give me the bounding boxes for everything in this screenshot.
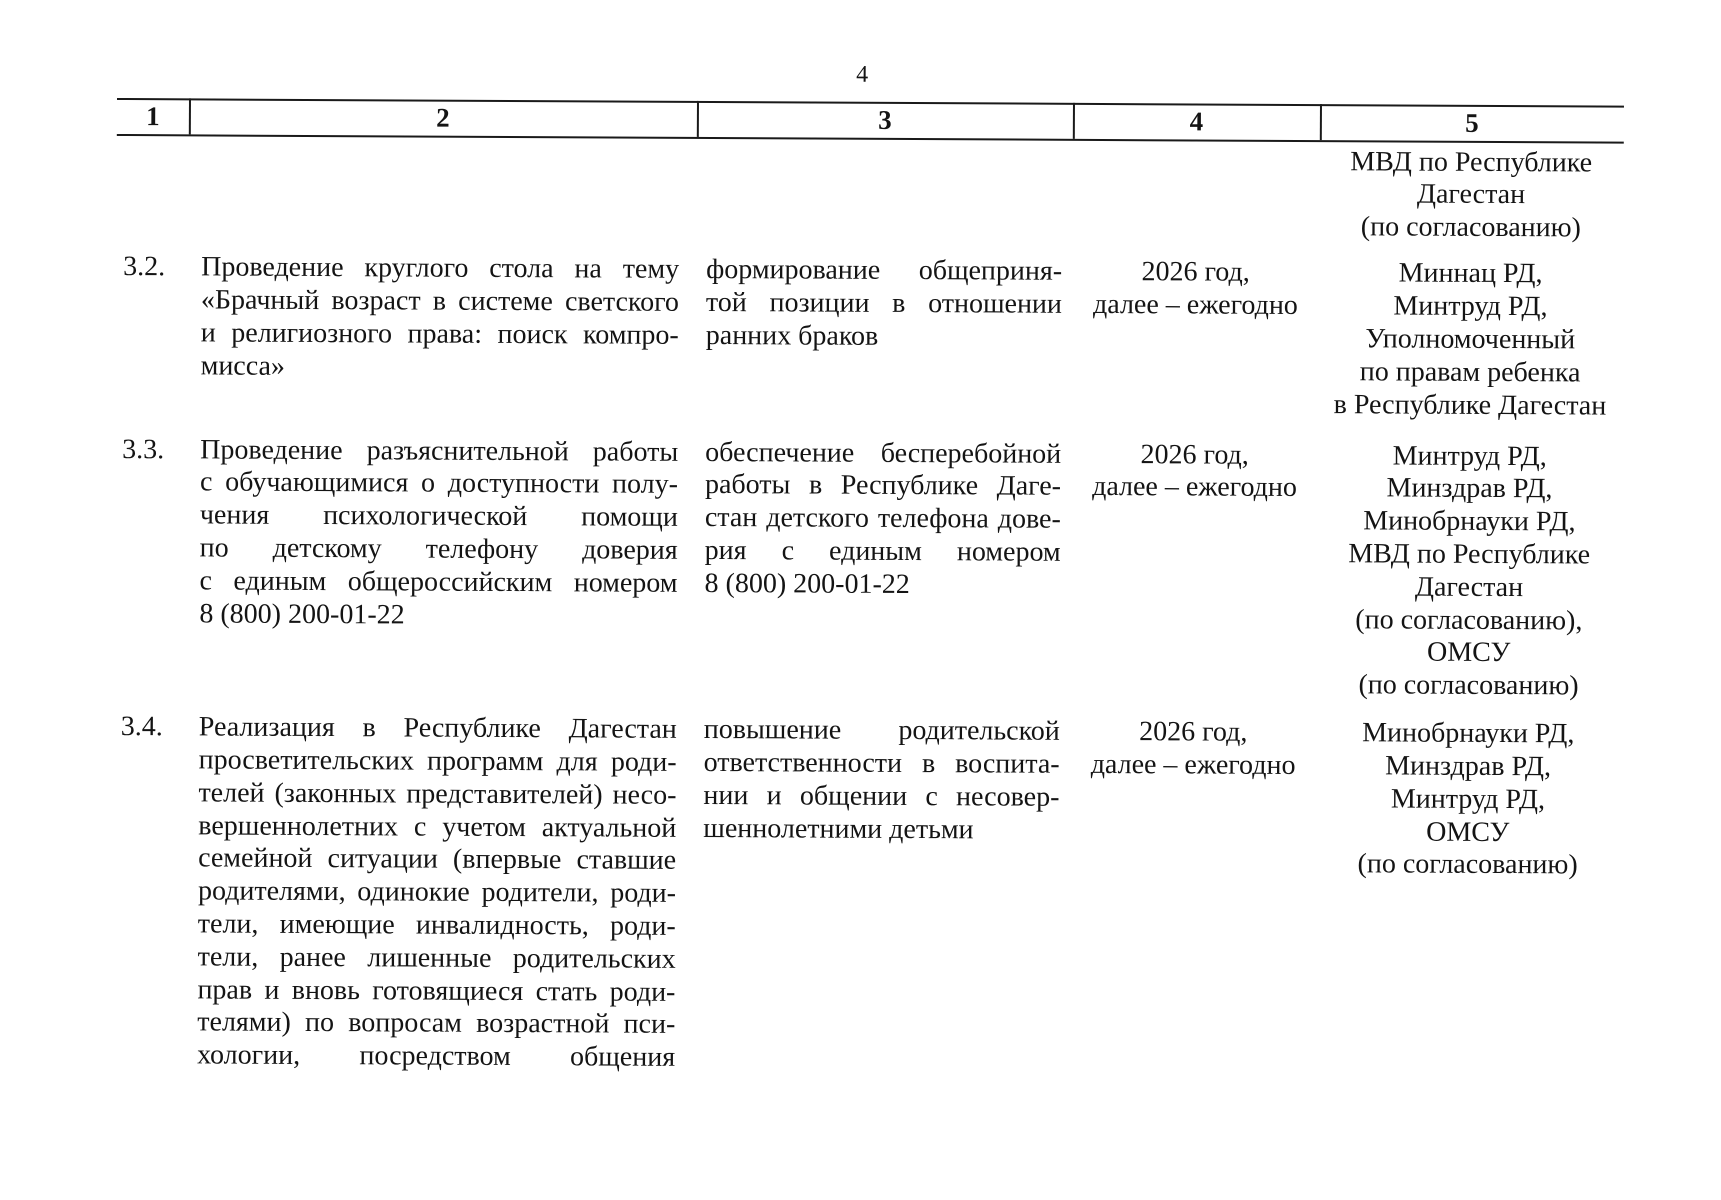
row-number: 3.2.	[123, 251, 166, 283]
deadline-line: 2026 год,	[1141, 256, 1250, 289]
page-number: 4	[856, 61, 869, 88]
result-cell	[703, 714, 1060, 847]
activity-line: и религиозного права: поиск компро-	[200, 317, 679, 351]
responsible-line: Минздрав РД,	[1386, 472, 1553, 505]
responsible-line: ОМСУ	[1426, 816, 1510, 848]
activity-cell	[199, 434, 678, 633]
result-line: работы в Республике Даге-	[704, 469, 1062, 503]
result-line: рия с единым номером	[704, 534, 1061, 568]
deadline-line: далее – ежегодно	[1092, 471, 1298, 504]
responsible-line: (по согласованию)	[1360, 211, 1582, 244]
responsible-line: по правам ребенка	[1359, 356, 1581, 389]
responsible-cell	[1318, 257, 1622, 423]
result-line: повышение родительской	[703, 714, 1060, 748]
activity-line: чения психологической помощи	[199, 499, 678, 534]
activity-line: 8 (800) 200-01-22	[199, 598, 405, 631]
responsible-line: Минздрав РД,	[1385, 750, 1552, 783]
responsible-line: Минобрнауки РД,	[1362, 717, 1575, 750]
header-cell-4: 4	[1189, 106, 1204, 137]
activity-line: с единым общероссийским номером	[199, 565, 678, 599]
table-row	[0, 433, 1719, 702]
activity-line: Реализация в Республике Дагестан	[198, 711, 677, 746]
activity-line: семейной ситуации (впервые ставшие	[198, 842, 677, 877]
activity-line: родителями, одинокие родители, роди-	[197, 875, 677, 910]
responsible-cell	[1316, 717, 1620, 883]
activity-line: телями) по вопросам возрастной пси-	[197, 1006, 676, 1041]
responsible-line: МВД по Республике	[1350, 145, 1593, 178]
deadline-cell	[1072, 256, 1319, 323]
activity-line: мисса»	[200, 350, 286, 382]
table-row	[0, 251, 1720, 422]
responsible-line: (по согласованию)	[1357, 848, 1578, 881]
deadline-line: далее – ежегодно	[1090, 749, 1296, 782]
deadline-line: 2026 год,	[1140, 438, 1249, 471]
result-line: ранних браков	[705, 319, 879, 352]
responsible-line: Минтруд РД,	[1393, 290, 1548, 323]
responsible-line: Минтруд РД,	[1390, 783, 1546, 816]
result-line: шеннолетними детьми	[703, 812, 974, 846]
result-line: 8 (800) 200-01-22	[704, 567, 910, 600]
responsible-line: Миннац РД,	[1398, 257, 1543, 290]
result-line: той позиции в отношении	[705, 287, 1063, 320]
deadline-cell	[1070, 716, 1317, 783]
header-cell-3: 3	[878, 104, 892, 135]
activity-line: Проведение круглого стола на тему	[201, 251, 680, 286]
responsible-cell	[1319, 146, 1622, 246]
activity-line: Проведение разъяснительной работы	[200, 434, 679, 468]
result-line: ответственности в воспита-	[703, 747, 1060, 780]
responsible-line: (по согласованию),	[1355, 603, 1583, 637]
result-line: обеспечение бесперебойной	[705, 436, 1062, 470]
responsible-line: МВД по Республике	[1348, 538, 1591, 571]
result-line: стан детского телефона дове-	[704, 502, 1061, 535]
row-number: 3.4.	[120, 711, 163, 743]
table-header	[0, 0, 1721, 138]
activity-line: вершеннолетних с учетом актуальной	[198, 810, 677, 844]
responsible-line: Уполномоченный	[1365, 323, 1576, 356]
result-cell	[704, 437, 1061, 603]
activity-line: телей (законных представителей) несо-	[198, 777, 677, 811]
activity-line: прав и вновь готовящиеся стать роди-	[197, 974, 676, 1008]
result-line: формирование общеприня-	[706, 254, 1063, 288]
responsible-line: (по согласованию)	[1358, 669, 1579, 702]
deadline-cell	[1071, 438, 1318, 505]
activity-cell	[197, 712, 677, 1075]
responsible-line: Минтруд РД,	[1392, 440, 1547, 472]
responsible-line: Дагестан	[1416, 178, 1526, 211]
activity-line: по детскому телефону доверия	[199, 532, 678, 566]
activity-line: хологии, посредством общения	[197, 1039, 676, 1074]
activity-line: с обучающимися о доступности полу-	[199, 466, 679, 501]
header-cell-1: 1	[146, 101, 160, 132]
table-row	[0, 711, 1718, 1074]
activity-line: тели, ранее лишенные родительских	[197, 941, 676, 975]
activity-cell	[201, 252, 680, 386]
row-number: 3.3.	[122, 433, 165, 465]
header-cell-5: 5	[1465, 107, 1479, 138]
header-cell-2: 2	[436, 102, 450, 133]
responsible-line: ОМСУ	[1427, 637, 1511, 669]
responsible-line: в Республике Дагестан	[1333, 388, 1607, 422]
deadline-line: далее – ежегодно	[1092, 289, 1298, 322]
responsible-cell	[1317, 440, 1621, 704]
activity-line: «Брачный возраст в системе светского	[200, 284, 680, 319]
result-line: нии и общении с несовер-	[703, 779, 1060, 813]
result-cell	[706, 254, 1062, 354]
activity-line: просветительских программ для роди-	[198, 744, 677, 778]
responsible-line: Минобрнауки РД,	[1363, 505, 1576, 538]
deadline-line: 2026 год,	[1139, 716, 1248, 749]
responsible-line: Дагестан	[1414, 571, 1524, 603]
activity-line: тели, имеющие инвалидность, роди-	[197, 908, 676, 942]
